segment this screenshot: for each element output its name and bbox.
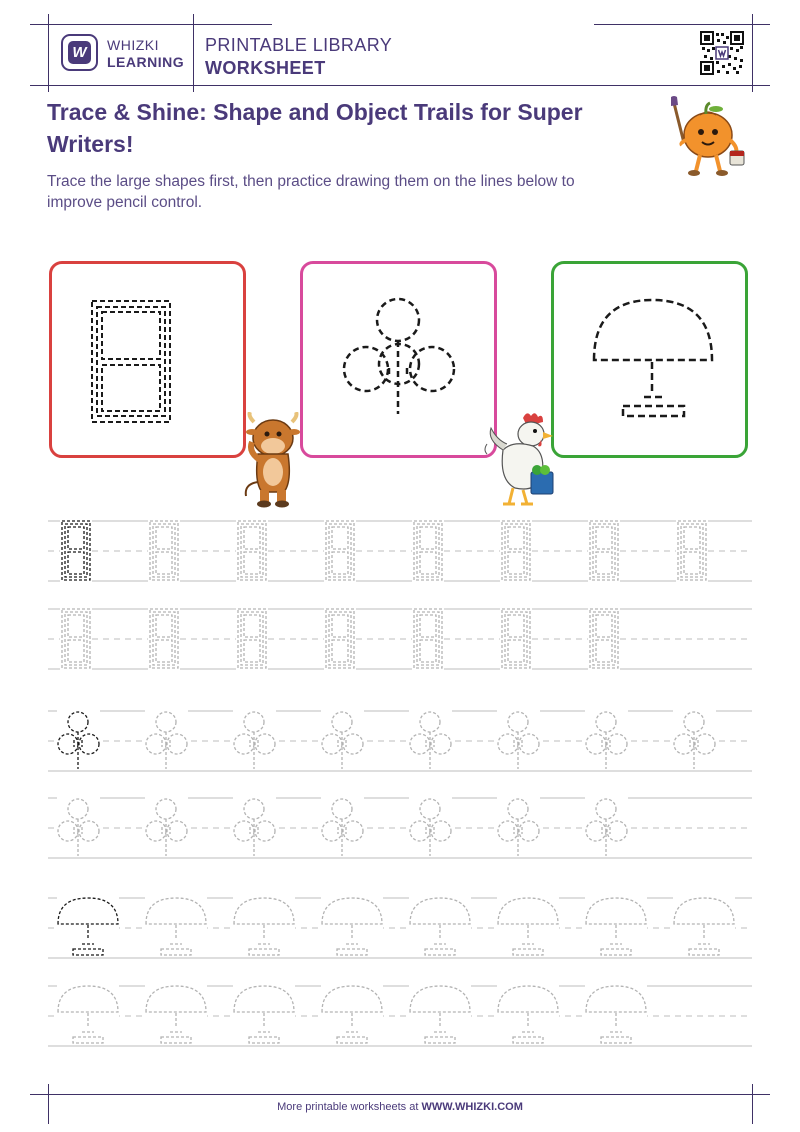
door-trace-shape[interactable]	[60, 520, 92, 582]
umbrella-shape-card	[551, 261, 748, 458]
frame-line-left	[48, 14, 49, 92]
door-trace-shape[interactable]	[676, 520, 708, 582]
door-trace-shape[interactable]	[60, 608, 92, 670]
umbrella-trace-shape[interactable]	[57, 985, 119, 1045]
umbrella-trace-shape[interactable]	[233, 985, 295, 1045]
practice-row[interactable]	[48, 897, 752, 958]
clover-trace-shape[interactable]	[145, 710, 188, 770]
footer-text: More printable worksheets at	[277, 1101, 422, 1113]
clover-trace-shape[interactable]	[585, 797, 628, 857]
brand-name-line1: WHIZKI	[107, 37, 159, 53]
clover-trace-shape[interactable]	[585, 710, 628, 770]
clover-trace-icon	[303, 264, 494, 455]
frame-line-footer	[30, 1094, 770, 1095]
door-trace-shape[interactable]	[148, 608, 180, 670]
door-shape-card	[49, 261, 246, 458]
door-trace-icon	[52, 264, 243, 455]
umbrella-trace-shape[interactable]	[497, 897, 559, 957]
door-trace-shape[interactable]	[500, 608, 532, 670]
umbrella-trace-shape[interactable]	[321, 985, 383, 1045]
practice-row[interactable]	[48, 985, 752, 1046]
logo-letter: W	[68, 41, 91, 64]
footer-link[interactable]: WWW.WHIZKI.COM	[421, 1101, 523, 1113]
clover-trace-shape[interactable]	[145, 797, 188, 857]
door-trace-shape[interactable]	[588, 520, 620, 582]
umbrella-trace-shape[interactable]	[145, 985, 207, 1045]
rooster-illustration	[483, 410, 563, 510]
umbrella-trace-icon	[554, 264, 745, 455]
door-trace-shape[interactable]	[324, 520, 356, 582]
clover-trace-shape[interactable]	[233, 797, 276, 857]
brand-name-line2: LEARNING	[107, 54, 185, 70]
umbrella-trace-shape[interactable]	[673, 897, 735, 957]
umbrella-trace-shape[interactable]	[57, 897, 119, 957]
frame-line-divider	[193, 14, 194, 92]
door-trace-shape[interactable]	[236, 520, 268, 582]
practice-area[interactable]	[0, 505, 800, 1065]
door-trace-shape[interactable]	[148, 520, 180, 582]
qr-code-icon[interactable]	[700, 31, 744, 75]
umbrella-trace-shape[interactable]	[409, 897, 471, 957]
umbrella-trace-shape[interactable]	[321, 897, 383, 957]
clover-trace-shape[interactable]	[497, 710, 540, 770]
worksheet-label: WORKSHEET	[205, 58, 326, 78]
practice-row[interactable]	[48, 797, 752, 858]
clover-trace-shape[interactable]	[673, 710, 716, 770]
practice-row[interactable]	[48, 520, 752, 582]
clover-trace-shape[interactable]	[321, 797, 364, 857]
frame-line-header-bottom	[30, 85, 770, 86]
door-trace-shape[interactable]	[500, 520, 532, 582]
clover-trace-shape[interactable]	[409, 710, 452, 770]
whizki-logo[interactable]	[61, 34, 98, 71]
door-trace-shape[interactable]	[412, 520, 444, 582]
library-label: PRINTABLE LIBRARY	[205, 35, 393, 55]
umbrella-trace-shape[interactable]	[585, 897, 647, 957]
umbrella-trace-shape[interactable]	[585, 985, 647, 1045]
bull-illustration	[240, 412, 312, 510]
frame-line-top-right	[594, 24, 770, 25]
door-trace-shape[interactable]	[324, 608, 356, 670]
worksheet-instructions: Trace the large shapes first, then practice drawing them on the lines below to improve pencil control.	[47, 173, 575, 211]
practice-row[interactable]	[48, 710, 752, 771]
door-trace-shape[interactable]	[236, 608, 268, 670]
clover-trace-shape[interactable]	[233, 710, 276, 770]
frame-line-right	[752, 14, 753, 92]
door-trace-shape[interactable]	[412, 608, 444, 670]
worksheet-title: Trace & Shine: Shape and Object Trails for Super Writers!	[47, 99, 583, 157]
clover-trace-shape[interactable]	[497, 797, 540, 857]
umbrella-trace-shape[interactable]	[497, 985, 559, 1045]
frame-line-top-left	[30, 24, 272, 25]
clover-trace-shape[interactable]	[409, 797, 452, 857]
umbrella-trace-shape[interactable]	[145, 897, 207, 957]
clover-trace-shape[interactable]	[321, 710, 364, 770]
clover-shape-card	[300, 261, 497, 458]
umbrella-trace-shape[interactable]	[233, 897, 295, 957]
footer-note	[0, 1101, 800, 1113]
practice-row[interactable]	[48, 608, 752, 670]
door-trace-shape[interactable]	[588, 608, 620, 670]
pumpkin-painter-illustration	[660, 95, 755, 180]
clover-trace-shape[interactable]	[57, 710, 100, 770]
clover-trace-shape[interactable]	[57, 797, 100, 857]
umbrella-trace-shape[interactable]	[409, 985, 471, 1045]
